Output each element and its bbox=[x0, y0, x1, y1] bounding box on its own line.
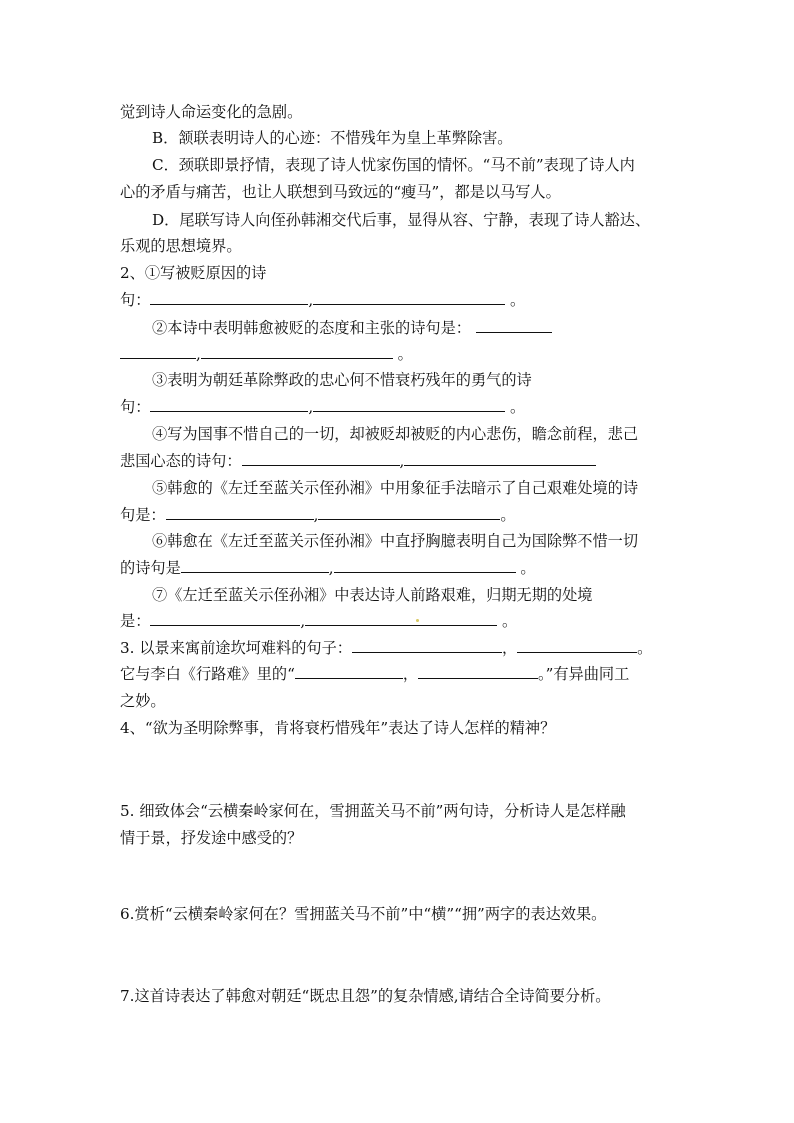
question-3-line1 bbox=[120, 638, 680, 658]
text: 7.这首诗表达了韩愈对朝廷“既忠且怨”的复杂情感,请结合全诗简要分析。 bbox=[120, 987, 611, 1005]
answer-blank[interactable] bbox=[305, 611, 497, 626]
answer-blank[interactable] bbox=[242, 451, 400, 466]
period: 。 bbox=[502, 612, 518, 630]
period: 。 bbox=[510, 291, 526, 309]
question-2-4-line1 bbox=[152, 424, 712, 444]
text: 2、①写被贬原因的诗 bbox=[120, 264, 267, 282]
answer-blank[interactable] bbox=[418, 664, 538, 679]
question-2-6-line1 bbox=[152, 531, 712, 551]
period: 。 bbox=[397, 345, 413, 363]
question-2-4-answer bbox=[120, 451, 680, 471]
text: C．颈联即景抒情，表现了诗人忧家伤国的情怀。“马不前”表现了诗人内 bbox=[152, 156, 635, 174]
question-2-heading bbox=[120, 263, 680, 283]
question-2-1-answer bbox=[120, 290, 680, 310]
answer-blank[interactable] bbox=[181, 558, 329, 573]
question-5-line2 bbox=[120, 828, 680, 848]
stray-mark bbox=[416, 619, 419, 622]
question-2-2-answer bbox=[120, 344, 680, 364]
text: ②本诗中表明韩愈被贬的态度和主张的诗句是： bbox=[152, 319, 471, 337]
comma: , bbox=[399, 452, 405, 470]
text: 3. 以景来寓前途坎坷难料的句子： bbox=[120, 639, 352, 657]
text: 觉到诗人命运变化的急剧。 bbox=[120, 103, 303, 121]
answer-blank[interactable] bbox=[150, 290, 308, 305]
question-2-3 bbox=[152, 370, 712, 390]
option-c-line2 bbox=[120, 182, 680, 202]
question-2-7-answer bbox=[120, 611, 680, 631]
text: ④写为国事不惜自己的一切，却被贬却被贬的内心悲伤，瞻念前程，悲己 bbox=[152, 425, 638, 443]
text: 句： bbox=[120, 398, 151, 416]
option-b bbox=[152, 128, 712, 148]
answer-blank[interactable] bbox=[295, 664, 403, 679]
answer-blank[interactable] bbox=[476, 318, 552, 333]
option-a-continued bbox=[120, 102, 680, 122]
question-2-2 bbox=[152, 318, 712, 338]
text: 句是： bbox=[120, 506, 166, 524]
question-4 bbox=[120, 718, 680, 738]
comma: ， bbox=[402, 665, 419, 683]
question-2-6-answer bbox=[120, 558, 680, 578]
question-6 bbox=[120, 904, 680, 924]
question-2-3-answer bbox=[120, 397, 680, 417]
comma: , bbox=[313, 506, 319, 524]
text: 的诗句是 bbox=[120, 559, 181, 577]
question-2-7-line1 bbox=[152, 585, 712, 605]
answer-blank[interactable] bbox=[201, 344, 393, 359]
question-2-5-answer bbox=[120, 505, 680, 525]
text: 它与李白《行路难》里的“ bbox=[120, 665, 295, 683]
period: 。 bbox=[637, 639, 653, 657]
answer-blank[interactable] bbox=[517, 638, 637, 653]
answer-blank[interactable] bbox=[404, 451, 596, 466]
answer-blank[interactable] bbox=[334, 558, 516, 573]
answer-blank[interactable] bbox=[313, 397, 505, 412]
question-2-5-line1 bbox=[152, 478, 712, 498]
comma: , bbox=[308, 291, 314, 309]
text: 乐观的思想境界。 bbox=[120, 237, 242, 255]
text: 情于景，抒发途中感受的？ bbox=[120, 829, 303, 847]
text: 4、“欲为圣明除弊事，肯将衰朽惜残年”表达了诗人怎样的精神？ bbox=[120, 719, 556, 737]
comma: , bbox=[196, 345, 201, 363]
option-c-line1 bbox=[152, 155, 712, 175]
answer-blank[interactable] bbox=[150, 611, 300, 626]
question-7 bbox=[120, 986, 680, 1006]
text: ⑥韩愈在《左迁至蓝关示侄孙湘》中直抒胸臆表明自己为国除弊不惜一切 bbox=[152, 532, 638, 550]
answer-blank[interactable] bbox=[318, 505, 500, 520]
answer-blank[interactable] bbox=[352, 638, 502, 653]
text: 心的矛盾与痛苦，也让人联想到马致远的“瘦马”，都是以马写人。 bbox=[120, 183, 561, 201]
text: 6.赏析“云横秦岭家何在？雪拥蓝关马不前”中“横”“拥”两字的表达效果。 bbox=[120, 905, 607, 923]
text: 5. 细致体会“云横秦岭家何在，雪拥蓝关马不前”两句诗，分析诗人是怎样融 bbox=[120, 802, 626, 820]
answer-blank[interactable] bbox=[166, 505, 314, 520]
option-d-line1 bbox=[152, 210, 712, 230]
answer-blank[interactable] bbox=[150, 397, 308, 412]
comma: , bbox=[300, 612, 306, 630]
text: 是： bbox=[120, 612, 151, 630]
text: 句： bbox=[120, 291, 151, 309]
text: 之妙。 bbox=[120, 692, 166, 710]
question-3-line2 bbox=[120, 664, 680, 684]
comma: , bbox=[328, 559, 334, 577]
period: 。 bbox=[510, 398, 526, 416]
option-d-line2 bbox=[120, 236, 680, 256]
question-3-line3 bbox=[120, 691, 680, 711]
answer-blank[interactable] bbox=[313, 290, 505, 305]
text: 悲国心态的诗句： bbox=[120, 452, 242, 470]
answer-blank[interactable] bbox=[120, 344, 196, 359]
text: ③表明为朝廷革除弊政的忠心何不惜衰朽残年的勇气的诗 bbox=[152, 371, 532, 389]
comma: , bbox=[308, 398, 314, 416]
text: ⑤韩愈的《左迁至蓝关示侄孙湘》中用象征手法暗示了自己艰难处境的诗 bbox=[152, 479, 638, 497]
period: 。 bbox=[500, 506, 516, 524]
question-5-line1 bbox=[120, 801, 680, 821]
period: 。 bbox=[520, 559, 536, 577]
text: B．颔联表明诗人的心迹：不惜残年为皇上革弊除害。 bbox=[152, 129, 513, 147]
text: 。”有异曲同工 bbox=[538, 665, 630, 683]
comma: ， bbox=[501, 639, 518, 657]
text: ⑦《左迁至蓝关示侄孙湘》中表达诗人前路艰难，归期无期的处境 bbox=[152, 586, 593, 604]
text: D．尾联写诗人向侄孙韩湘交代后事，显得从容、宁静，表现了诗人豁达、 bbox=[152, 211, 651, 229]
